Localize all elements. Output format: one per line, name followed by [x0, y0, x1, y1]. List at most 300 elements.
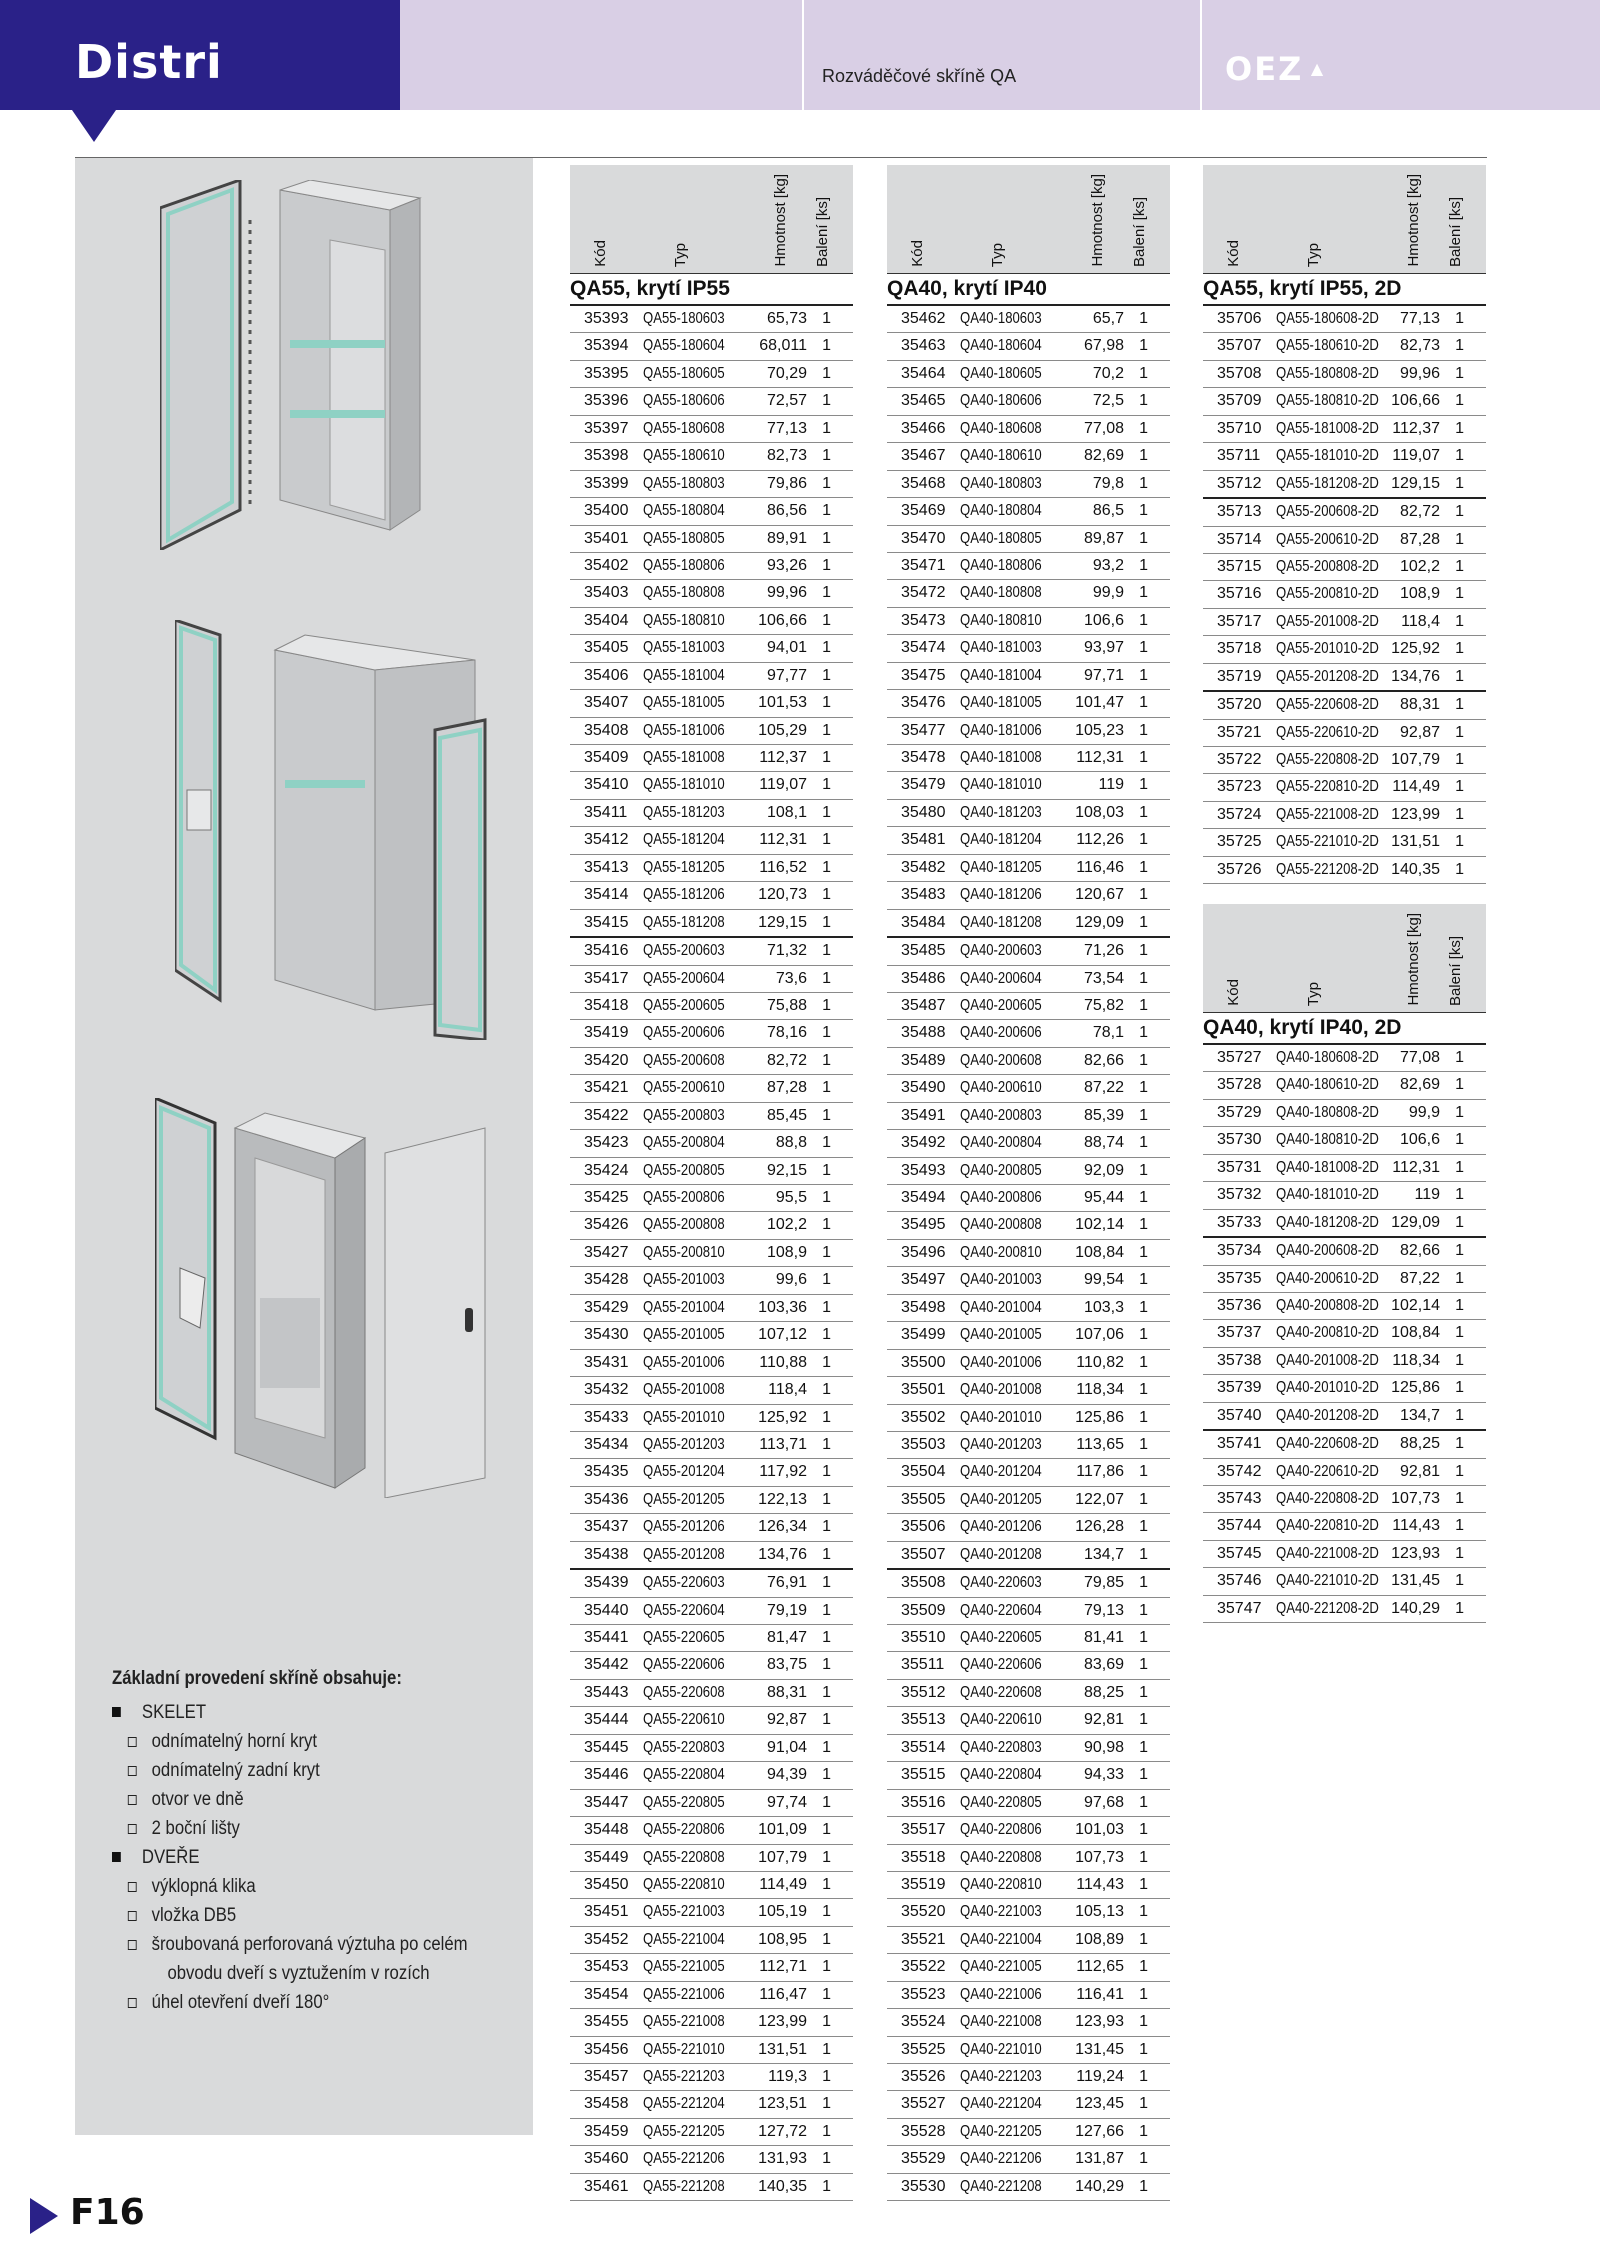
table-row — [570, 1322, 853, 1349]
cell-baleni: 1 — [1139, 1629, 1148, 1646]
cell-baleni: 1 — [822, 1601, 831, 1619]
cell-typ: QA55-221208 — [643, 2177, 725, 2195]
cell-typ: QA55-181008-2D — [1276, 419, 1379, 437]
cell-baleni: 1 — [822, 1408, 831, 1426]
cell-baleni: 1 — [1455, 751, 1464, 768]
table-row — [570, 910, 853, 938]
table-row — [570, 1459, 853, 1486]
table-row — [887, 1020, 1170, 1047]
cell-typ: QA40-201008-2D — [1276, 1351, 1379, 1369]
cell-hmotnost: 97,77 — [766, 666, 807, 684]
cell-kod: 35479 — [901, 776, 946, 794]
table-row — [570, 1954, 853, 1981]
cell-kod: 35453 — [584, 1958, 629, 1976]
cell-hmotnost: 101,03 — [1075, 1821, 1124, 1839]
cell-kod: 35455 — [584, 2013, 629, 2031]
table-row — [887, 333, 1170, 360]
column-header-typ: Typ — [1305, 981, 1322, 1006]
cell-baleni: 1 — [1139, 502, 1148, 520]
table-title: QA40, krytí IP40 — [887, 274, 1170, 306]
cell-baleni: 1 — [1139, 1821, 1148, 1839]
cell-typ: QA40-220604 — [960, 1601, 1042, 1619]
table-header — [887, 165, 1170, 274]
cell-kod: 35747 — [1217, 1599, 1262, 1617]
cell-baleni: 1 — [1455, 1131, 1464, 1149]
cell-typ: QA40-200803 — [960, 1106, 1042, 1124]
cell-hmotnost: 129,09 — [1075, 913, 1124, 931]
cell-typ: QA55-181004 — [643, 666, 725, 684]
cell-typ: QA40-180808 — [960, 584, 1042, 602]
cell-baleni: 1 — [1139, 666, 1148, 684]
cell-typ: QA40-200805 — [960, 1161, 1042, 1179]
table-row — [1203, 581, 1486, 608]
cell-kod: 35444 — [584, 1711, 629, 1729]
cell-baleni: 1 — [1455, 1076, 1464, 1094]
cell-hmotnost: 92,81 — [1083, 1711, 1124, 1729]
cell-typ: QA40-200810-2D — [1276, 1324, 1379, 1342]
cell-hmotnost: 125,86 — [1075, 1408, 1124, 1426]
cell-typ: QA40-200604 — [960, 969, 1042, 987]
cell-typ: QA40-201008 — [960, 1381, 1042, 1399]
cell-baleni: 1 — [1139, 831, 1148, 849]
table-row — [1203, 1210, 1486, 1238]
cell-hmotnost: 125,92 — [758, 1408, 807, 1426]
cell-baleni: 1 — [1139, 721, 1148, 739]
cell-kod: 35460 — [584, 2150, 629, 2168]
cell-typ: QA40-220804 — [960, 1766, 1042, 1784]
cell-hmotnost: 94,33 — [1083, 1766, 1124, 1784]
cell-kod: 35427 — [584, 1243, 629, 1261]
table-row — [570, 2174, 853, 2201]
cell-hmotnost: 108,9 — [1399, 585, 1440, 603]
cell-hmotnost: 114,43 — [1076, 1875, 1124, 1893]
cell-hmotnost: 71,26 — [1083, 942, 1124, 960]
cell-baleni: 1 — [822, 584, 831, 602]
cell-hmotnost: 112,26 — [1076, 831, 1124, 849]
checkbox-bullet-icon — [128, 1766, 137, 1776]
cell-hmotnost: 82,66 — [1083, 1051, 1124, 1069]
cell-hmotnost: 131,45 — [1391, 1572, 1440, 1590]
cell-kod: 35439 — [584, 1574, 629, 1592]
cell-baleni: 1 — [822, 392, 831, 410]
cell-typ: QA55-180806 — [643, 556, 725, 574]
table-row — [887, 1377, 1170, 1404]
cell-baleni: 1 — [1139, 1106, 1148, 1124]
page-arrow-icon — [30, 2198, 58, 2234]
cell-typ: QA40-200808-2D — [1276, 1296, 1379, 1314]
cell-baleni: 1 — [1455, 1049, 1464, 1066]
cell-hmotnost: 131,51 — [758, 2040, 807, 2058]
cell-hmotnost: 73,54 — [1083, 969, 1124, 987]
table-row — [887, 1680, 1170, 1707]
cell-kod: 35419 — [584, 1024, 629, 1042]
table-row — [887, 882, 1170, 909]
cell-baleni: 1 — [1139, 2150, 1148, 2168]
cell-hmotnost: 88,25 — [1083, 1683, 1124, 1701]
cell-baleni: 1 — [1139, 1463, 1148, 1481]
cell-hmotnost: 102,2 — [1399, 557, 1440, 575]
cell-baleni: 1 — [1455, 557, 1464, 575]
cell-typ: QA55-220804 — [643, 1766, 725, 1784]
cell-typ: QA40-221208 — [960, 2177, 1042, 2195]
cell-baleni: 1 — [1139, 1189, 1148, 1206]
cell-kod: 35729 — [1217, 1103, 1262, 1121]
cell-hmotnost: 65,7 — [1092, 310, 1124, 327]
cell-hmotnost: 65,73 — [766, 310, 807, 327]
cell-hmotnost: 81,41 — [1083, 1629, 1124, 1646]
cell-typ: QA55-181008 — [643, 749, 725, 766]
cell-hmotnost: 77,13 — [766, 419, 807, 437]
column-header-baleni: Balení [ks] — [1447, 196, 1464, 267]
cell-hmotnost: 101,47 — [1075, 694, 1124, 712]
cell-baleni: 1 — [1139, 2040, 1148, 2058]
cell-hmotnost: 88,25 — [1399, 1435, 1440, 1453]
cell-kod: 35469 — [901, 502, 946, 520]
cell-kod: 35463 — [901, 337, 946, 355]
cell-hmotnost: 134,7 — [1083, 1545, 1124, 1563]
cell-hmotnost: 72,57 — [766, 392, 807, 410]
cell-hmotnost: 123,93 — [1075, 2013, 1124, 2031]
cell-hmotnost: 70,29 — [766, 364, 807, 382]
table-row — [1203, 361, 1486, 388]
column-header-baleni: Balení [ks] — [1447, 935, 1464, 1006]
cell-kod: 35395 — [584, 364, 629, 382]
cell-baleni: 1 — [1139, 969, 1148, 987]
cell-baleni: 1 — [1139, 2122, 1148, 2140]
cell-typ: QA40-180810-2D — [1276, 1131, 1379, 1149]
checkbox-bullet-icon — [128, 1882, 137, 1892]
cell-baleni: 1 — [1139, 584, 1148, 602]
table-row — [887, 2064, 1170, 2091]
table-row — [570, 1432, 853, 1459]
table-row — [570, 966, 853, 993]
cell-baleni: 1 — [822, 1134, 831, 1152]
cell-baleni: 1 — [1139, 1518, 1148, 1536]
cell-kod: 35459 — [584, 2122, 629, 2140]
checkbox-bullet-icon — [128, 1824, 137, 1834]
cell-baleni: 1 — [1455, 310, 1464, 327]
table-row — [570, 1487, 853, 1514]
cell-typ: QA55-180605 — [643, 364, 725, 382]
cell-baleni: 1 — [822, 1656, 831, 1674]
cell-hmotnost: 106,6 — [1083, 611, 1124, 629]
cell-typ: QA40-181008-2D — [1276, 1158, 1379, 1176]
cell-hmotnost: 119,07 — [759, 776, 807, 794]
table-row — [570, 1707, 853, 1734]
cell-kod: 35475 — [901, 666, 946, 684]
table-row — [570, 388, 853, 415]
table-row — [887, 1075, 1170, 1102]
table-row — [570, 1982, 853, 2009]
cell-baleni: 1 — [1455, 530, 1464, 548]
column-header-typ: Typ — [672, 242, 689, 267]
cell-hmotnost: 93,97 — [1083, 639, 1124, 657]
cell-baleni: 1 — [1139, 749, 1148, 766]
cell-typ: QA55-201008 — [643, 1381, 725, 1399]
cell-baleni: 1 — [1139, 1958, 1148, 1976]
cell-hmotnost: 82,66 — [1399, 1242, 1440, 1260]
page-number: F16 — [70, 2192, 145, 2233]
cell-typ: QA55-180608 — [643, 419, 725, 437]
cell-hmotnost: 119 — [1098, 776, 1124, 794]
cell-hmotnost: 117,86 — [1076, 1463, 1124, 1481]
cell-kod: 35723 — [1217, 778, 1262, 796]
cell-hmotnost: 81,47 — [766, 1629, 807, 1646]
cell-typ: QA55-201203 — [643, 1435, 725, 1453]
cell-hmotnost: 87,28 — [1399, 530, 1440, 548]
cell-hmotnost: 123,99 — [758, 2013, 807, 2031]
cell-kod: 35528 — [901, 2122, 946, 2140]
cell-typ: QA40-221003 — [960, 1903, 1042, 1921]
product-image-panel — [75, 158, 533, 2135]
cell-typ: QA55-201003 — [643, 1271, 725, 1289]
cell-baleni: 1 — [822, 1189, 831, 1206]
table-row — [570, 306, 853, 333]
cell-baleni: 1 — [822, 1518, 831, 1536]
cell-kod: 35432 — [584, 1381, 629, 1399]
table-row — [1203, 1127, 1486, 1154]
feature-item: odnímatelný zadní kryt — [112, 1756, 468, 1785]
cell-kod: 35726 — [1217, 860, 1262, 878]
cell-kod: 35503 — [901, 1435, 946, 1453]
cell-kod: 35487 — [901, 996, 946, 1014]
cell-typ: QA55-220803 — [643, 1738, 725, 1756]
cell-baleni: 1 — [1455, 778, 1464, 796]
cell-kod: 35525 — [901, 2040, 946, 2058]
checkbox-bullet-icon — [128, 1795, 137, 1805]
cell-kod: 35423 — [584, 1134, 629, 1152]
cell-baleni: 1 — [822, 1545, 831, 1563]
cell-baleni: 1 — [1139, 1711, 1148, 1729]
cell-baleni: 1 — [1139, 1656, 1148, 1674]
cell-baleni: 1 — [822, 556, 831, 574]
feature-item: SKELET — [112, 1698, 468, 1727]
cell-typ: QA55-221006 — [643, 1985, 725, 2003]
cell-typ: QA40-181003 — [960, 639, 1042, 657]
table-row — [570, 1240, 853, 1267]
column-header-baleni: Balení [ks] — [814, 196, 831, 267]
cell-baleni: 1 — [1455, 503, 1464, 521]
cell-hmotnost: 116,46 — [1076, 858, 1124, 876]
cell-typ: QA55-181003 — [643, 639, 725, 657]
table-row — [570, 772, 853, 799]
cell-baleni: 1 — [1455, 585, 1464, 603]
cell-typ: QA40-221203 — [960, 2068, 1042, 2085]
cell-hmotnost: 82,69 — [1399, 1076, 1440, 1094]
cell-kod: 35473 — [901, 611, 946, 629]
cell-hmotnost: 106,66 — [758, 611, 807, 629]
cell-kod: 35410 — [584, 776, 629, 794]
cell-baleni: 1 — [1139, 913, 1148, 931]
cell-typ: QA40-180803 — [960, 474, 1042, 492]
logo-text: OEZ — [1225, 50, 1304, 88]
cell-hmotnost: 108,1 — [766, 803, 807, 821]
cell-kod: 35481 — [901, 831, 946, 849]
cell-hmotnost: 112,71 — [759, 1958, 807, 1976]
cell-hmotnost: 108,84 — [1391, 1324, 1440, 1342]
table-row — [1203, 1155, 1486, 1182]
header-divider — [802, 0, 804, 110]
table-row — [887, 1762, 1170, 1789]
cell-typ: QA55-200804 — [643, 1134, 725, 1152]
cell-hmotnost: 112,31 — [1392, 1158, 1440, 1176]
cell-typ: QA55-180610 — [643, 447, 725, 465]
cell-baleni: 1 — [822, 1435, 831, 1453]
cell-kod: 35426 — [584, 1216, 629, 1234]
cell-baleni: 1 — [1455, 1435, 1464, 1453]
cell-typ: QA40-220610 — [960, 1711, 1042, 1729]
cell-typ: QA55-181005 — [643, 694, 725, 712]
cell-kod: 35500 — [901, 1353, 946, 1371]
table-row — [1203, 774, 1486, 801]
cell-hmotnost: 125,92 — [1391, 640, 1440, 658]
table-row — [570, 800, 853, 827]
cell-hmotnost: 82,73 — [1399, 337, 1440, 355]
cell-kod: 35486 — [901, 969, 946, 987]
cell-baleni: 1 — [1139, 1051, 1148, 1069]
cell-kod: 35527 — [901, 2095, 946, 2113]
cell-typ: QA55-200606 — [643, 1024, 725, 1042]
cell-kod: 35725 — [1217, 833, 1262, 851]
cell-kod: 35518 — [901, 1848, 946, 1866]
cell-kod: 35523 — [901, 1985, 946, 2003]
cell-typ: QA55-221203 — [643, 2068, 725, 2085]
cell-typ: QA40-200806 — [960, 1189, 1042, 1206]
table-row — [887, 910, 1170, 938]
table-row — [887, 580, 1170, 607]
cell-kod: 35449 — [584, 1848, 629, 1866]
cell-hmotnost: 114,43 — [1392, 1517, 1440, 1535]
cell-kod: 35477 — [901, 721, 946, 739]
cell-typ: QA55-181010-2D — [1276, 447, 1379, 465]
cell-typ: QA55-200808 — [643, 1216, 725, 1234]
cell-typ: QA55-221010 — [643, 2040, 725, 2058]
table-row — [570, 1514, 853, 1541]
cell-hmotnost: 108,84 — [1075, 1243, 1124, 1261]
table-row — [1203, 636, 1486, 663]
cell-baleni: 1 — [1139, 639, 1148, 657]
cell-kod: 35735 — [1217, 1269, 1262, 1287]
cell-baleni: 1 — [1455, 805, 1464, 823]
table-row — [887, 1432, 1170, 1459]
feature-item: odnímatelný horní kryt — [112, 1727, 468, 1756]
cell-typ: QA55-201010-2D — [1276, 640, 1379, 658]
cell-typ: QA55-200610 — [643, 1079, 725, 1097]
cell-hmotnost: 107,79 — [758, 1848, 807, 1866]
cell-kod: 35434 — [584, 1435, 629, 1453]
cell-typ: QA55-180606 — [643, 392, 725, 410]
cell-kod: 35454 — [584, 1985, 629, 2003]
cell-kod: 35414 — [584, 886, 629, 904]
cell-baleni: 1 — [1455, 1242, 1464, 1260]
cell-kod: 35443 — [584, 1683, 629, 1701]
table-row — [1203, 306, 1486, 333]
cell-hmotnost: 87,28 — [766, 1079, 807, 1097]
cell-kod: 35407 — [584, 694, 629, 712]
cell-typ: QA40-181004 — [960, 666, 1042, 684]
cell-kod: 35424 — [584, 1161, 629, 1179]
cell-kod: 35730 — [1217, 1131, 1262, 1149]
cell-baleni: 1 — [822, 310, 831, 327]
cell-typ: QA55-200608-2D — [1276, 503, 1379, 521]
cell-hmotnost: 82,72 — [1399, 503, 1440, 521]
cell-hmotnost: 97,74 — [766, 1793, 807, 1811]
cell-baleni: 1 — [822, 886, 831, 904]
cell-baleni: 1 — [1139, 1024, 1148, 1042]
cell-typ: QA55-220605 — [643, 1629, 725, 1646]
table-row — [570, 1020, 853, 1047]
cell-hmotnost: 92,87 — [1399, 723, 1440, 741]
cell-baleni: 1 — [1455, 1213, 1464, 1231]
cell-hmotnost: 140,35 — [1391, 860, 1440, 878]
cell-hmotnost: 131,51 — [1391, 833, 1440, 851]
cell-kod: 35718 — [1217, 640, 1262, 658]
cell-kod: 35712 — [1217, 474, 1262, 492]
cell-typ: QA55-180808-2D — [1276, 364, 1379, 382]
cell-kod: 35401 — [584, 529, 629, 547]
cell-baleni: 1 — [822, 694, 831, 712]
cell-typ: QA40-201208 — [960, 1545, 1042, 1563]
cell-hmotnost: 116,52 — [759, 858, 807, 876]
cell-hmotnost: 78,1 — [1092, 1024, 1124, 1042]
cell-kod: 35492 — [901, 1134, 946, 1152]
cell-baleni: 1 — [822, 1326, 831, 1344]
cell-baleni: 1 — [1139, 392, 1148, 410]
table-row — [887, 526, 1170, 553]
cell-typ: QA55-180610-2D — [1276, 337, 1379, 355]
cell-kod: 35431 — [584, 1353, 629, 1371]
brand-title: Distri — [75, 35, 223, 89]
table-row — [570, 580, 853, 607]
table-row — [887, 1542, 1170, 1570]
brand-notch — [72, 110, 116, 142]
cell-kod: 35722 — [1217, 751, 1262, 768]
table-row — [570, 718, 853, 745]
cell-baleni: 1 — [822, 1848, 831, 1866]
cell-typ: QA55-220805 — [643, 1793, 725, 1811]
cell-hmotnost: 114,49 — [759, 1875, 807, 1893]
cell-hmotnost: 79,19 — [766, 1601, 807, 1619]
table-row — [1203, 1100, 1486, 1127]
cell-baleni: 1 — [1139, 1161, 1148, 1179]
cell-baleni: 1 — [1139, 2013, 1148, 2031]
table-header — [1203, 165, 1486, 274]
cell-hmotnost: 105,19 — [758, 1903, 807, 1921]
cell-kod: 35433 — [584, 1408, 629, 1426]
cell-baleni: 1 — [1139, 1875, 1148, 1893]
cell-baleni: 1 — [822, 858, 831, 876]
cell-kod: 35711 — [1217, 447, 1261, 465]
cell-baleni: 1 — [822, 996, 831, 1014]
table-row — [570, 635, 853, 662]
cell-baleni: 1 — [1455, 1186, 1464, 1204]
cell-typ: QA40-181005 — [960, 694, 1042, 712]
table-row — [570, 2091, 853, 2118]
cell-typ: QA55-220806 — [643, 1821, 725, 1839]
table-row — [570, 1845, 853, 1872]
cell-hmotnost: 107,12 — [758, 1326, 807, 1344]
cell-typ: QA55-200608 — [643, 1051, 725, 1069]
cell-kod: 35421 — [584, 1079, 629, 1097]
cell-typ: QA40-220803 — [960, 1738, 1042, 1756]
table-row — [887, 827, 1170, 854]
cell-baleni: 1 — [1139, 1381, 1148, 1399]
cell-baleni: 1 — [1455, 1379, 1464, 1397]
cell-kod: 35521 — [901, 1930, 946, 1948]
cell-baleni: 1 — [822, 1271, 831, 1289]
cell-kod: 35399 — [584, 474, 629, 492]
cell-typ: QA55-220610-2D — [1276, 723, 1379, 741]
